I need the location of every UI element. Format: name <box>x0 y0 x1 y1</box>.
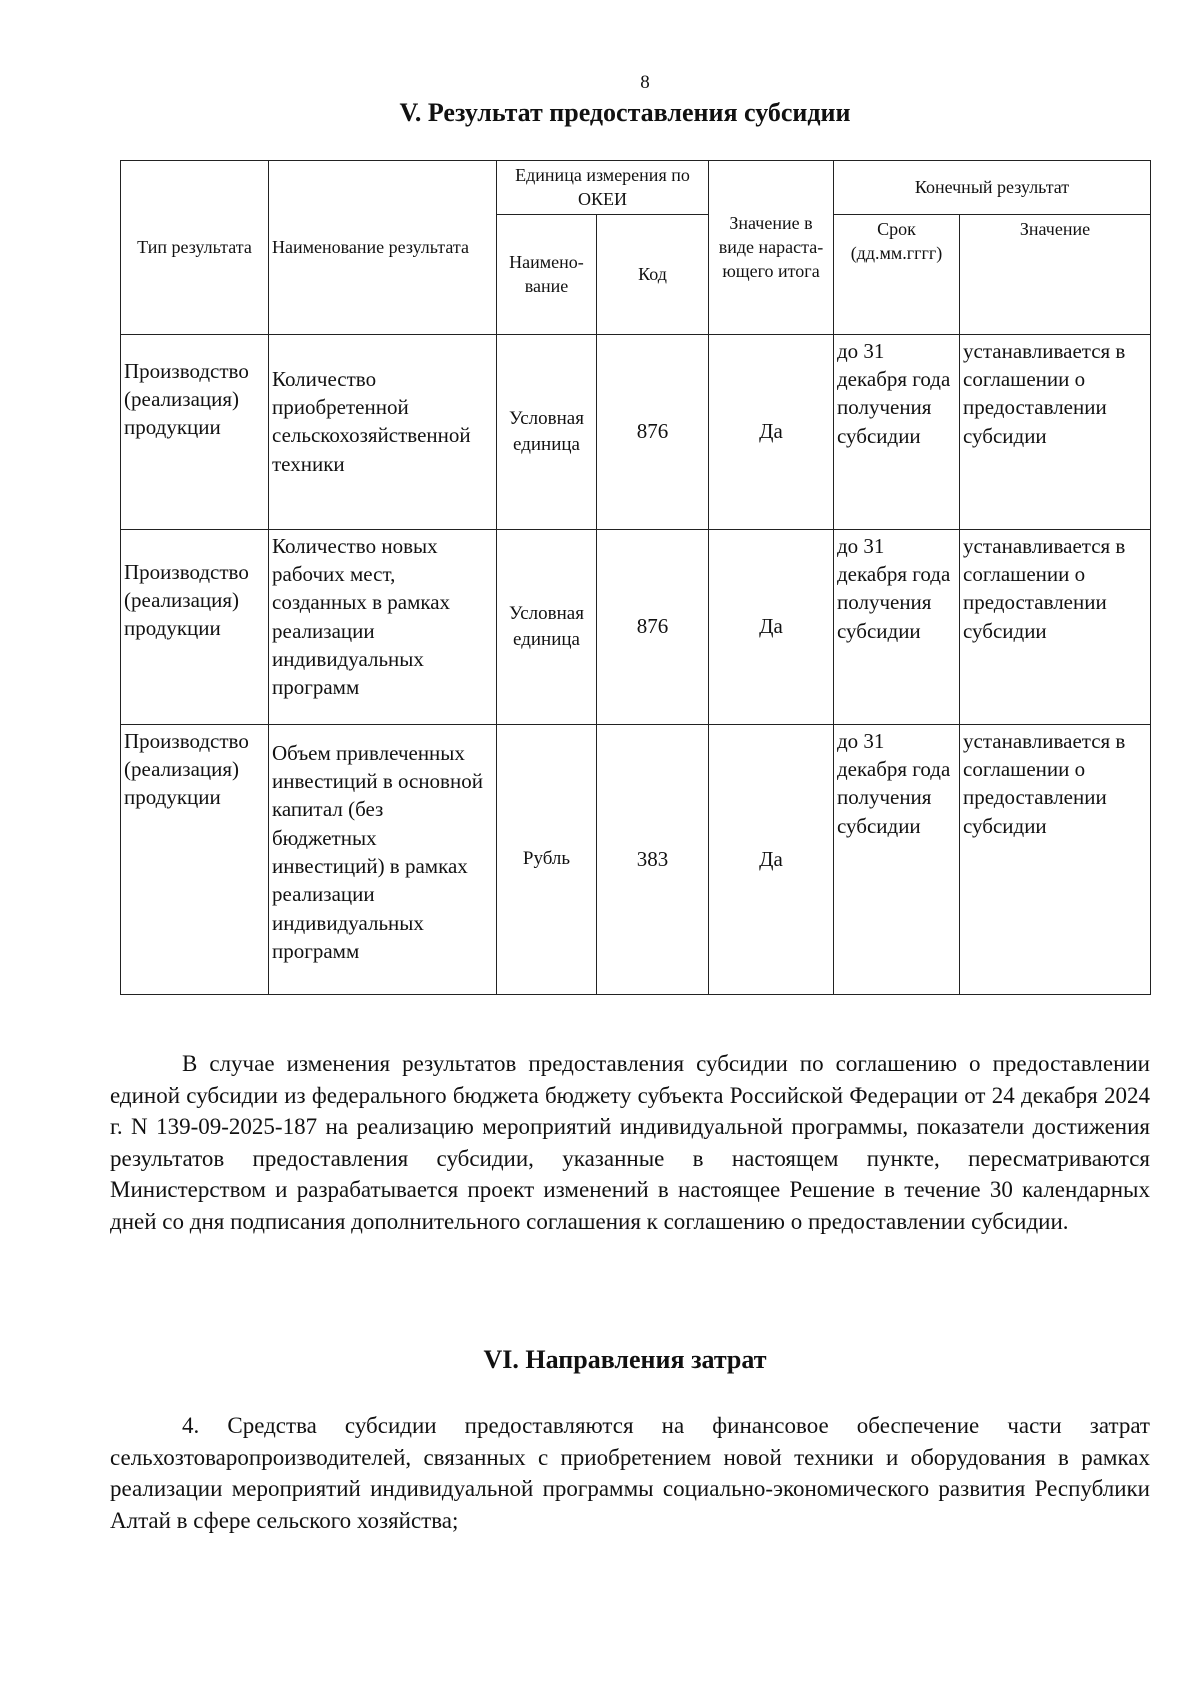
row-unit-name: Условная единица <box>497 334 597 529</box>
paragraph-cost-directions: 4. Средства субсидии предоставляются на финансовое обеспечение части затрат сельхозтоваропроизводителей, связанных с приобретением новой техники и оборудования в рамках реализации мероприятий индивидуальной программы социально-экономического развития Республики Алтай в сфере сельского хозяйства; <box>110 1413 1150 1533</box>
header-type: Тип результата <box>121 161 269 335</box>
row-unit-name: Рубль <box>497 724 597 994</box>
header-cumulative: Значение в виде нараста-ющего итога <box>709 161 834 335</box>
table-row <box>121 334 1151 529</box>
row-value: устанавливается в соглашении о предоставлении субсидии <box>960 529 1151 724</box>
header-unit-name: Наимено-вание <box>497 214 597 334</box>
row-deadline: до 31 декабря года получения субсидии <box>834 529 960 724</box>
section-vi-title: VI. Направления затрат <box>483 1345 767 1374</box>
row-code: 383 <box>597 724 709 994</box>
row-unit-name: Условная единица <box>497 529 597 724</box>
table-row <box>121 529 1151 724</box>
page-number: 8 <box>640 72 650 93</box>
table-row <box>121 724 1151 994</box>
row-value: устанавливается в соглашении о предоставлении субсидии <box>960 334 1151 529</box>
row-code: 876 <box>597 334 709 529</box>
row-code: 876 <box>597 529 709 724</box>
header-final-group: Конечный результат <box>834 161 1151 215</box>
row-type: Производство (реализация) продукции <box>121 724 269 994</box>
header-deadline: Срок (дд.мм.гггг) <box>834 214 960 334</box>
row-cumulative: Да <box>709 334 834 529</box>
row-deadline: до 31 декабря года получения субсидии <box>834 724 960 994</box>
row-value: устанавливается в соглашении о предоставлении субсидии <box>960 724 1151 994</box>
header-value: Значение <box>960 214 1151 334</box>
header-name: Наименование результата <box>269 161 497 335</box>
row-name: Количество новых рабочих мест, созданных в рамках реализации индивидуальных программ <box>269 529 497 724</box>
row-type: Производство (реализация) продукции <box>121 529 269 724</box>
header-unit-group: Единица измерения по ОКЕИ <box>497 161 709 215</box>
row-cumulative: Да <box>709 529 834 724</box>
row-type: Производство (реализация) продукции <box>121 334 269 529</box>
paragraph-results-change: В случае изменения результатов предоставления субсидии по соглашению о предоставлении единой субсидии из федерального бюджета бюджету субъекта Российской Федерации от 24 декабря 2024 г. N 139-09-2025-187 на реализацию мероприятий индивидуальной программы, показатели достижения результатов предоставления субсидии, указанные в настоящем пункте, пересматриваются Министерством и разрабатывается проект изменений в настоящее Решение в течение 30 календарных дней со дня подписания дополнительного соглашения к соглашению о предоставлении субсидии. <box>110 1051 1150 1234</box>
header-unit-code: Код <box>597 214 709 334</box>
section-v-title: V. Результат предоставления субсидии <box>399 98 851 127</box>
row-name: Количество приобретенной сельскохозяйственной техники <box>269 334 497 529</box>
row-cumulative: Да <box>709 724 834 994</box>
row-name: Объем привлеченных инвестиций в основной капитал (без бюджетных инвестиций) в рамках реализации индивидуальных программ <box>269 724 497 994</box>
row-deadline: до 31 декабря года получения субсидии <box>834 334 960 529</box>
results-table <box>120 160 1151 995</box>
